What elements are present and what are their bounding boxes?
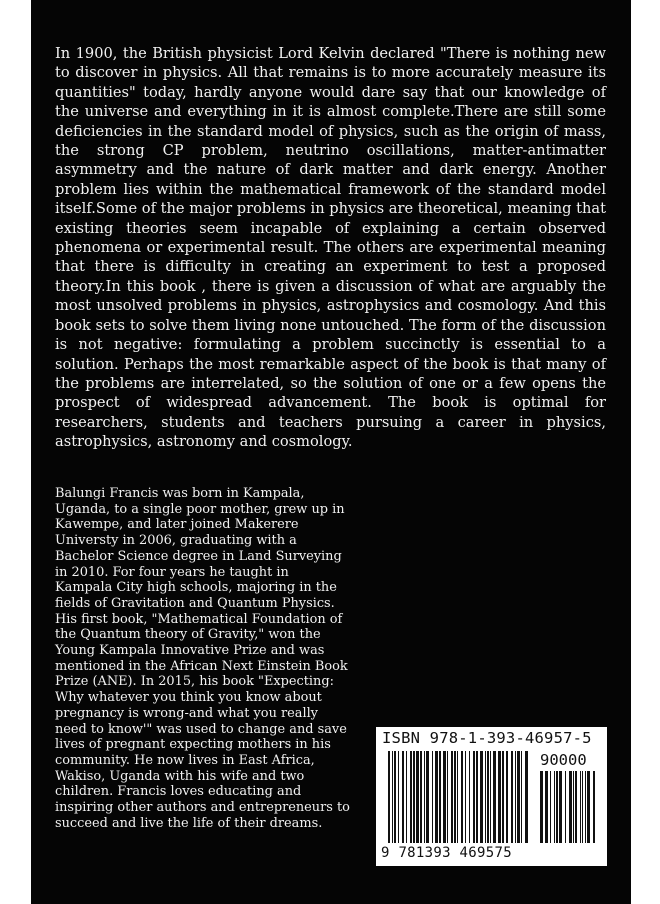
barcode-bar: [517, 751, 520, 843]
addon-bars-group: [540, 771, 595, 843]
barcode-bar: [420, 751, 422, 843]
barcode-bar: [469, 751, 470, 843]
barcode-bar: [451, 751, 453, 843]
barcode-bar: [402, 751, 404, 843]
barcode-bar: [485, 751, 486, 843]
barcode-bar: [461, 751, 463, 843]
barcode-bar: [515, 751, 516, 843]
ean-bars-group: [388, 751, 528, 843]
barcode-bar: [435, 751, 438, 843]
barcode-bar: [473, 751, 475, 843]
ean-digits: 9 781393 469575: [381, 845, 512, 861]
barcode-bar: [454, 751, 456, 843]
barcode-bar: [498, 751, 501, 843]
isbn-label: ISBN 978-1-393-46957-5: [382, 729, 592, 747]
barcode-bar: [521, 751, 522, 843]
barcode-bar: [593, 771, 595, 843]
barcode-bar: [580, 771, 581, 843]
barcode-bar: [439, 751, 441, 843]
barcode-bar: [565, 771, 566, 843]
addon-price-code: 90000: [540, 751, 587, 769]
barcode-bar: [465, 751, 466, 843]
barcode-bar: [426, 751, 429, 843]
barcode-bar: [573, 771, 574, 843]
barcode-bar: [493, 751, 496, 843]
author-bio: Balungi Francis was born in Kampala, Uganda, to a single poor mother, grew up in Kawempe, and later joined Makerere Universty in 2006, graduating with a Bachelor Science degree in Land Surveying in 2010. For four years he taught in Kampala City high schools, majoring in the fields of Gravitation and Quantum Physics. His first book, "Mathematical Foundation of the Quantum theory of Gravity," won the Young Kampala Innovative Prize and was mentioned in the African Next Einstein Book Prize (ANE). In 2015, his book "Expecting: Why whatever you think you know about pregnancy is wrong-and what you really need to know'" was used to change and save lives of pregnant expecting mothers in his community. He now lives in East Africa, Wakiso, Uganda with his wife and two children. Francis loves educating and inspiring other authors and entrepreneurs to succeed and live the life of their dreams.: [55, 486, 350, 831]
barcode-bar: [432, 751, 433, 843]
barcode-bar: [476, 751, 478, 843]
book-blurb: In 1900, the British physicist Lord Kelvin declared "There is nothing new to discover in physics. All that remains is to more accurately measure its quantities" today, hardly anyone would dare say that our knowledge of the universe and everything in it is almost complete.There are still some deficiencies in the standard model of physics, such as the origin of mass, the strong CP problem, neutrino oscillations, matter-antimatter asymmetry and the nature of dark matter and dark energy. Another problem lies within the mathematical framework of the standard model itself.Some of the major problems in physics are theoretical, meaning that existing theories seem incapable of explaining a certain observed phenomena or experimental result. The others are experimental meaning that there is difficulty in creating an experiment to test a proposed theory.In this book , there is given a discussion of what are arguably the most unsolved problems in physics, astrophysics and cosmology. And this book sets to solve them living none untouched. The form of the discussion is not negative: formulating a problem succinctly is essential to a solution. Perhaps the most remarkable aspect of the book is that many of the problems are interrelated, so the solution of one or a few opens the prospect of widespread advancement. The book is optimal for researchers, students and teachers pursuing a career in physics, astrophysics, astronomy and cosmology.: [55, 45, 606, 451]
barcode-bar: [554, 771, 555, 843]
barcode-bar: [575, 771, 577, 843]
barcode-bar: [569, 771, 572, 843]
barcode-bar: [587, 771, 590, 843]
barcode-bar: [406, 751, 407, 843]
barcode-bar: [410, 751, 412, 843]
barcode-bar: [490, 751, 491, 843]
barcode-bar: [502, 751, 504, 843]
barcode-bar: [556, 771, 558, 843]
barcode-bar: [585, 771, 586, 843]
barcode-bar: [550, 771, 551, 843]
barcode-bar: [413, 751, 415, 843]
barcode-bar: [487, 751, 489, 843]
barcode-bar: [545, 771, 548, 843]
barcode-bar: [424, 751, 425, 843]
barcode-bar: [388, 751, 390, 843]
barcode-bar: [416, 751, 419, 843]
barcode-bar: [525, 751, 528, 843]
barcode-bar: [506, 751, 508, 843]
barcode-bar: [394, 751, 396, 843]
barcode-bar: [582, 771, 583, 843]
barcode-bar: [398, 751, 399, 843]
barcode-bar: [443, 751, 446, 843]
barcode-bar: [480, 751, 483, 843]
barcode-bar: [559, 771, 562, 843]
barcode-bar: [447, 751, 448, 843]
barcode-bar: [457, 751, 458, 843]
barcode-bar: [511, 751, 513, 843]
isbn-barcode: [376, 727, 607, 866]
barcode-bar: [392, 751, 393, 843]
barcode-bar: [540, 771, 543, 843]
